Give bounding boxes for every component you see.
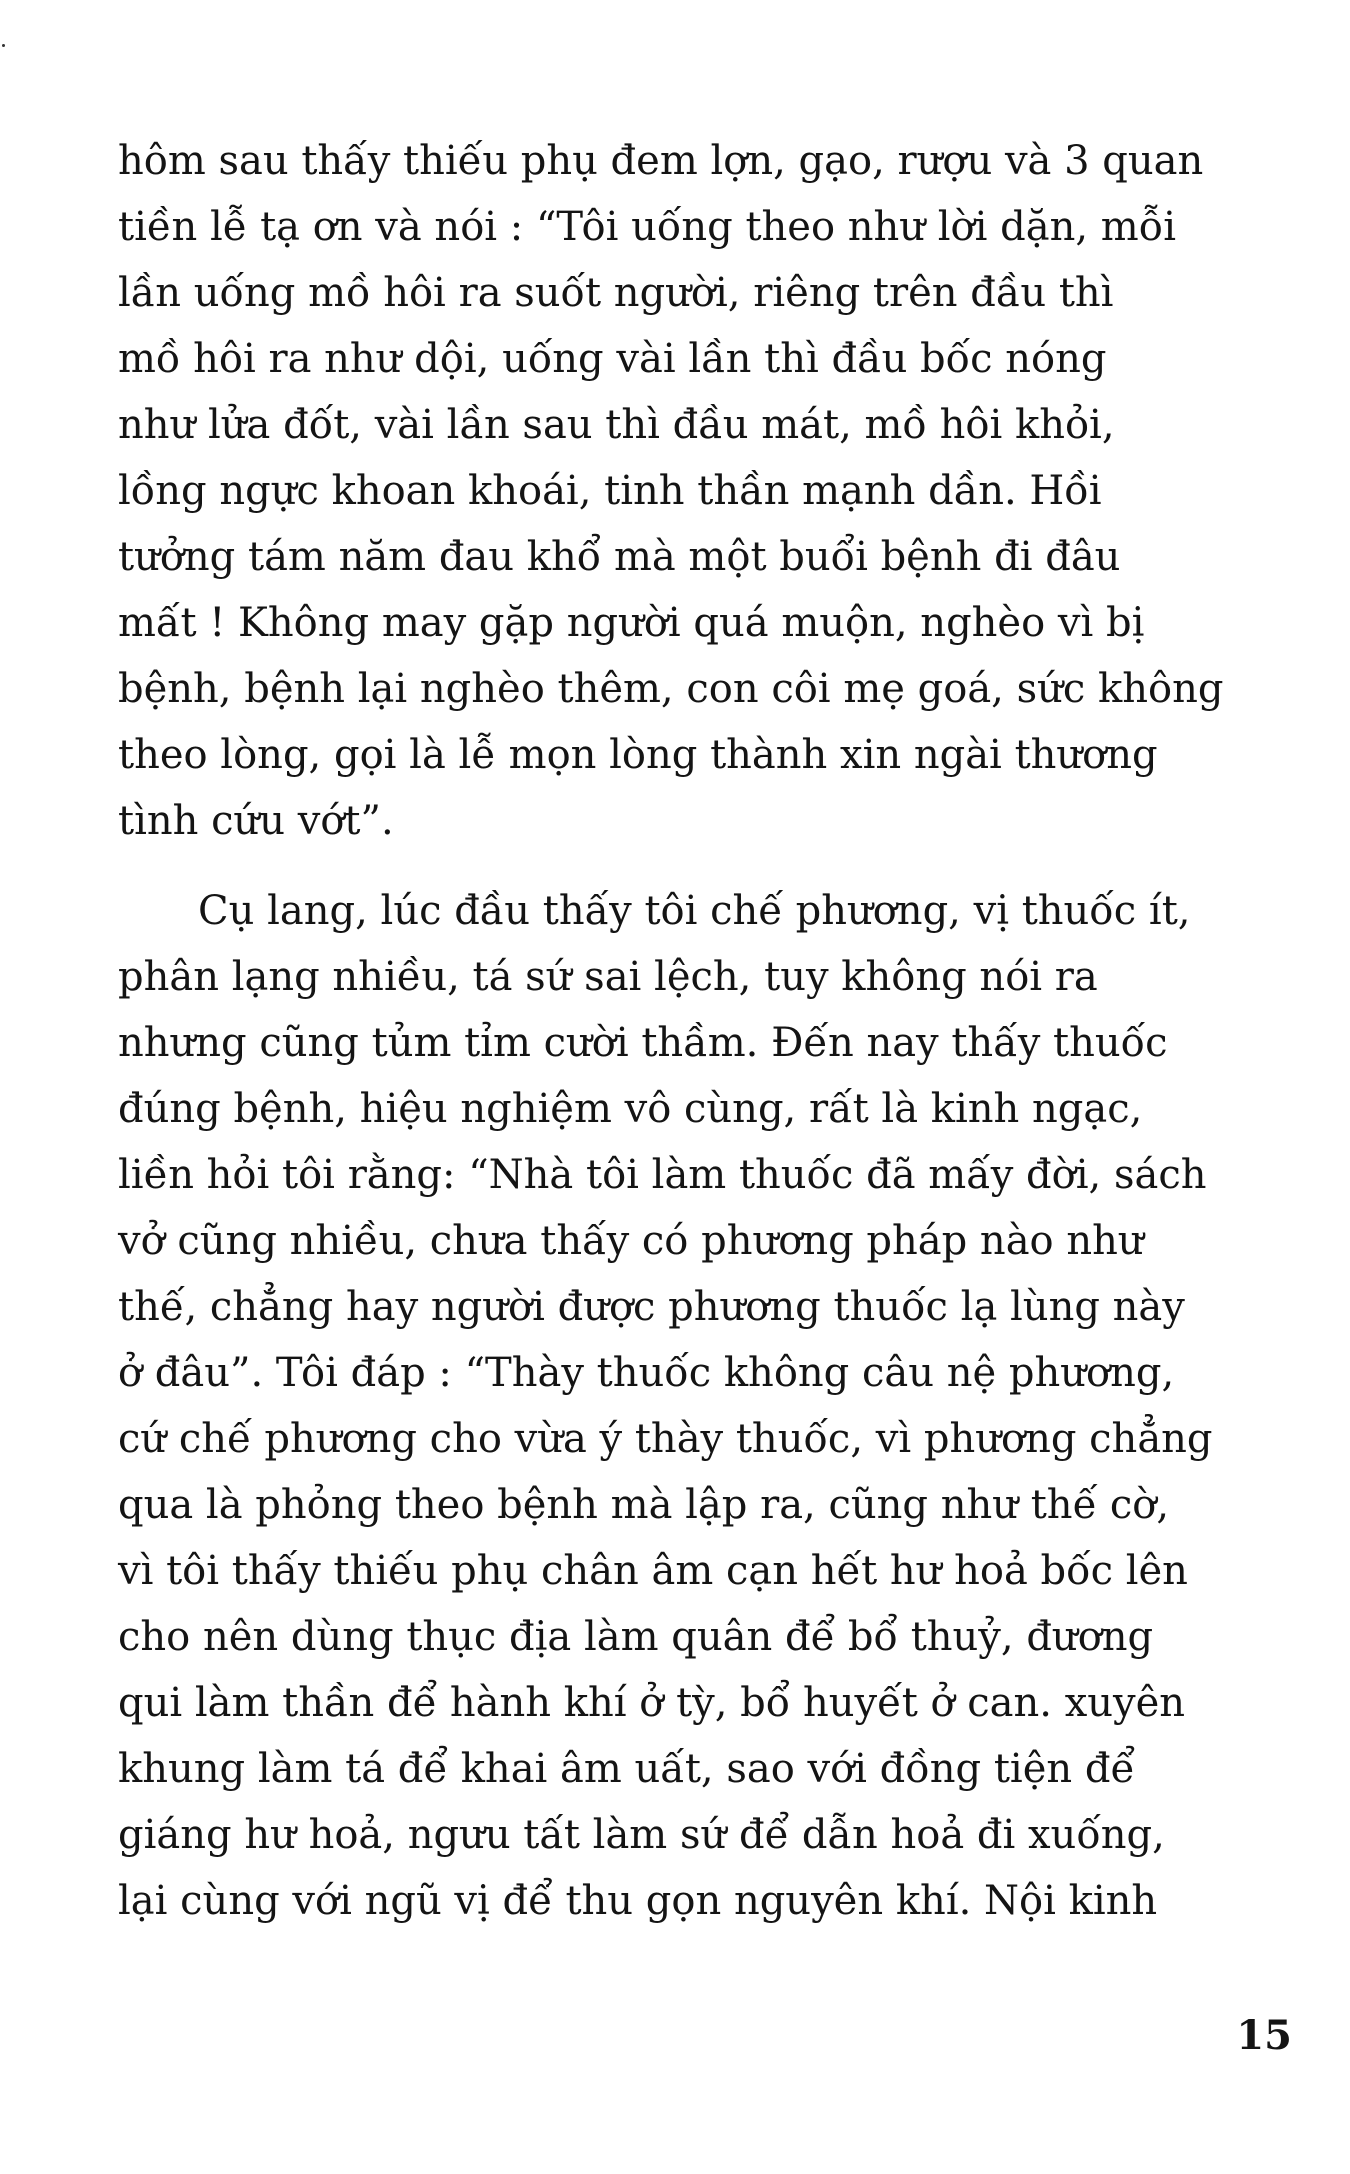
text-line: khung làm tá để khai âm uất, sao với đồng tiện để — [118, 1746, 1136, 1792]
text-line: lồng ngực khoan khoái, tinh thần mạnh dần. Hồi — [118, 468, 1102, 514]
text-line: tiền lễ tạ ơn và nói : “Tôi uống theo như lời dặn, mỗi — [118, 204, 1176, 250]
paragraph-2 — [118, 878, 1340, 1934]
text-line: thế, chẳng hay người được phương thuốc lạ lùng này — [118, 1284, 1185, 1330]
text-line: lại cùng với ngũ vị để thu gọn nguyên khí. Nội kinh — [118, 1878, 1158, 1924]
text-line: qui làm thần để hành khí ở tỳ, bổ huyết ở can. xuyên — [118, 1680, 1186, 1726]
text-line: lần uống mồ hôi ra suốt người, riêng trên đầu thì — [118, 270, 1114, 316]
text-line: liền hỏi tôi rằng: “Nhà tôi làm thuốc đã mấy đời, sách — [118, 1152, 1207, 1198]
text-line: cho nên dùng thục địa làm quân để bổ thuỷ, đương — [118, 1614, 1154, 1660]
text-line: như lửa đốt, vài lần sau thì đầu mát, mồ hôi khỏi, — [118, 402, 1115, 448]
text-line: mất ! Không may gặp người quá muộn, nghèo vì bị — [118, 600, 1145, 646]
page-number: 15 — [1236, 2012, 1292, 2059]
text-line: qua là phỏng theo bệnh mà lập ra, cũng như thế cờ, — [118, 1482, 1170, 1528]
text-line: tưởng tám năm đau khổ mà một buổi bệnh đi đâu — [118, 534, 1121, 580]
text-line: Cụ lang, lúc đầu thấy tôi chế phương, vị thuốc ít, — [198, 888, 1191, 934]
text-line: vở cũng nhiều, chưa thấy có phương pháp nào như — [118, 1218, 1144, 1264]
text-line: bệnh, bệnh lại nghèo thêm, con côi mẹ goá, sức không — [118, 666, 1224, 712]
text-line: cứ chế phương cho vừa ý thày thuốc, vì phương chẳng — [118, 1416, 1213, 1462]
text-line: phân lạng nhiều, tá sứ sai lệch, tuy không nói ra — [118, 954, 1098, 1000]
text-line: hôm sau thấy thiếu phụ đem lợn, gạo, rượu và 3 quan — [118, 138, 1204, 184]
text-line: giáng hư hoả, ngưu tất làm sứ để dẫn hoả đi xuống, — [118, 1812, 1165, 1858]
text-line: mồ hôi ra như dội, uống vài lần thì đầu bốc nóng — [118, 336, 1107, 382]
text-line: theo lòng, gọi là lễ mọn lòng thành xin ngài thương — [118, 732, 1158, 778]
scan-speck — [2, 44, 5, 47]
text-line: nhưng cũng tủm tỉm cười thầm. Đến nay thấy thuốc — [118, 1020, 1168, 1066]
paragraph-1 — [118, 128, 1340, 854]
text-line: ở đâu”. Tôi đáp : “Thày thuốc không câu nệ phương, — [118, 1350, 1175, 1396]
text-line: tình cứu vớt”. — [118, 798, 394, 844]
text-line: đúng bệnh, hiệu nghiệm vô cùng, rất là kinh ngạc, — [118, 1086, 1143, 1132]
text-line: vì tôi thấy thiếu phụ chân âm cạn hết hư hoả bốc lên — [118, 1548, 1188, 1594]
